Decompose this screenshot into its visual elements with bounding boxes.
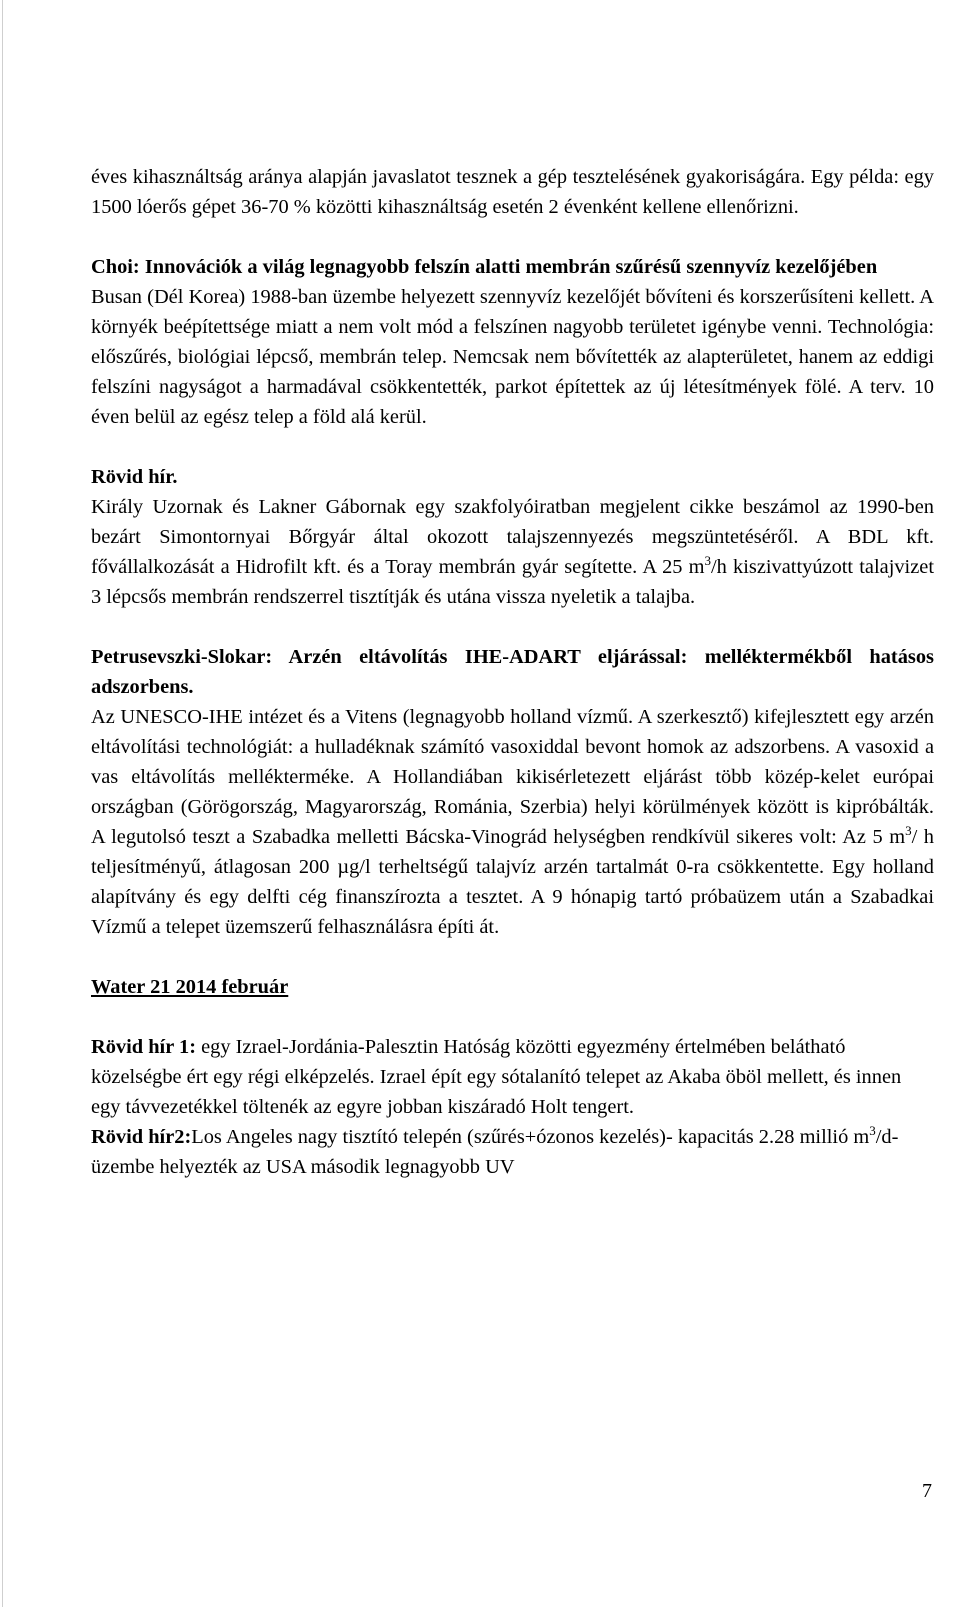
short-news-body-a: Király Uzornak és Lakner Gábornak egy szakfolyóiratban megjelent cikke beszámol az 1990-ben bezárt Simontornyai Bőrgyár által okozott talajszennyezés megszüntetéséről. A BDL kft. fővállalkozását a Hidrofilt kft. és a Toray membrán gyár segítette. A 25 m <box>91 496 934 578</box>
page-number: 7 <box>922 1480 932 1502</box>
intro-paragraph: éves kihasználtság aránya alapján javaslatot tesznek a gép tesztelésének gyakoriságára. Egy példa: egy 1500 lóerős gépet 36-70 % közötti kihasználtság esetén 2 évenként kellene ellenőrizni. <box>91 166 934 218</box>
short-news-1-label: Rövid hír 1: <box>91 1036 196 1058</box>
short-news-section <box>91 462 934 612</box>
water21-heading-row <box>91 972 934 1002</box>
petrusevszki-section <box>91 642 934 942</box>
petrusevszki-body-b: / h teljesítményű, átlagosan 200 µg/l terheltségű talajvíz arzén tartalmát 0-ra csökkentette. Egy holland alapítvány és egy delfti cég finanszírozta a tesztet. A 9 hónapig tartó próbaüzem után a Szabadkai Vízmű a telepet üzemszerű felhasználásra építi át. <box>91 826 934 938</box>
short-news-body-b: /h kiszivattyúzott talajvizet 3 lépcsős membrán rendszerrel tisztítják és utána vissza nyeletik a talajba. <box>91 556 934 608</box>
choi-section <box>91 252 934 432</box>
short-news-2 <box>91 1122 934 1182</box>
short-news-2-label: Rövid hír2: <box>91 1126 192 1148</box>
short-news-1 <box>91 1032 934 1122</box>
superscript: 3 <box>905 823 912 839</box>
choi-title: Choi: Innovációk a világ legnagyobb felszín alatti membrán szűrésű szennyvíz kezelőjében <box>91 256 878 278</box>
document-body <box>91 162 934 1182</box>
short-news-2-body-a: Los Angeles nagy tisztító telepén (szűrés+ózonos kezelés)- kapacitás 2.28 millió m <box>191 1126 870 1148</box>
short-news-1-body: egy Izrael-Jordánia-Palesztin Hatóság közötti egyezmény értelmében belátható közelségbe ért egy régi elképzelés. Izrael épít egy sótalanító telepet az Akaba öböl mellett, és innen egy távvezetékkel töltenék az egyre jobban kiszáradó Holt tengert. <box>91 1036 902 1118</box>
petrusevszki-body-a: Az UNESCO-IHE intézet és a Vitens (legnagyobb holland vízmű. A szerkesztő) kifejlesztett egy arzén eltávolítási technológiát: a hulladéknak számító vasoxiddal bevont homok az adszorbens. A vasoxid a vas eltávolítás mellékterméke. A Hollandiában kikisérletezett eljárást több közép-kelet európai országban (Görögország, Magyarország, Románia, Szerbia) helyi körülmények között is kipróbálták. A legutolsó teszt a Szabadka melletti Bácska-Vinográd helységben rendkívül sikeres volt: Az 5 m <box>91 706 934 848</box>
water21-heading: Water 21 2014 február <box>91 976 289 998</box>
choi-body: Busan (Dél Korea) 1988-ban üzembe helyezett szennyvíz kezelőjét bővíteni és korszerűsíteni kellett. A környék beépítettsége miatt a nem volt mód a felszínen nagyobb területet igénybe venni. Technológia: előszűrés, biológiai lépcső, membrán telep. Nemcsak nem bővítették az alapterületet, hanem az eddigi felszíni nagyságot a harmadával csökkentették, parkot építettek az új létesítmények fölé. A terv. 10 éven belül az egész telep a föld alá kerül. <box>91 286 934 428</box>
short-news-title: Rövid hír. <box>91 466 178 488</box>
superscript: 3 <box>704 553 712 569</box>
petrusevszki-title: Petrusevszki-Slokar: Arzén eltávolítás IHE-ADART eljárással: melléktermékből hatásos adszorbens. <box>91 646 934 698</box>
superscript: 3 <box>869 1123 876 1139</box>
short-news-2-body-b: /d- üzembe helyezték az USA második legnagyobb UV <box>91 1126 899 1178</box>
page-border <box>2 0 3 1607</box>
